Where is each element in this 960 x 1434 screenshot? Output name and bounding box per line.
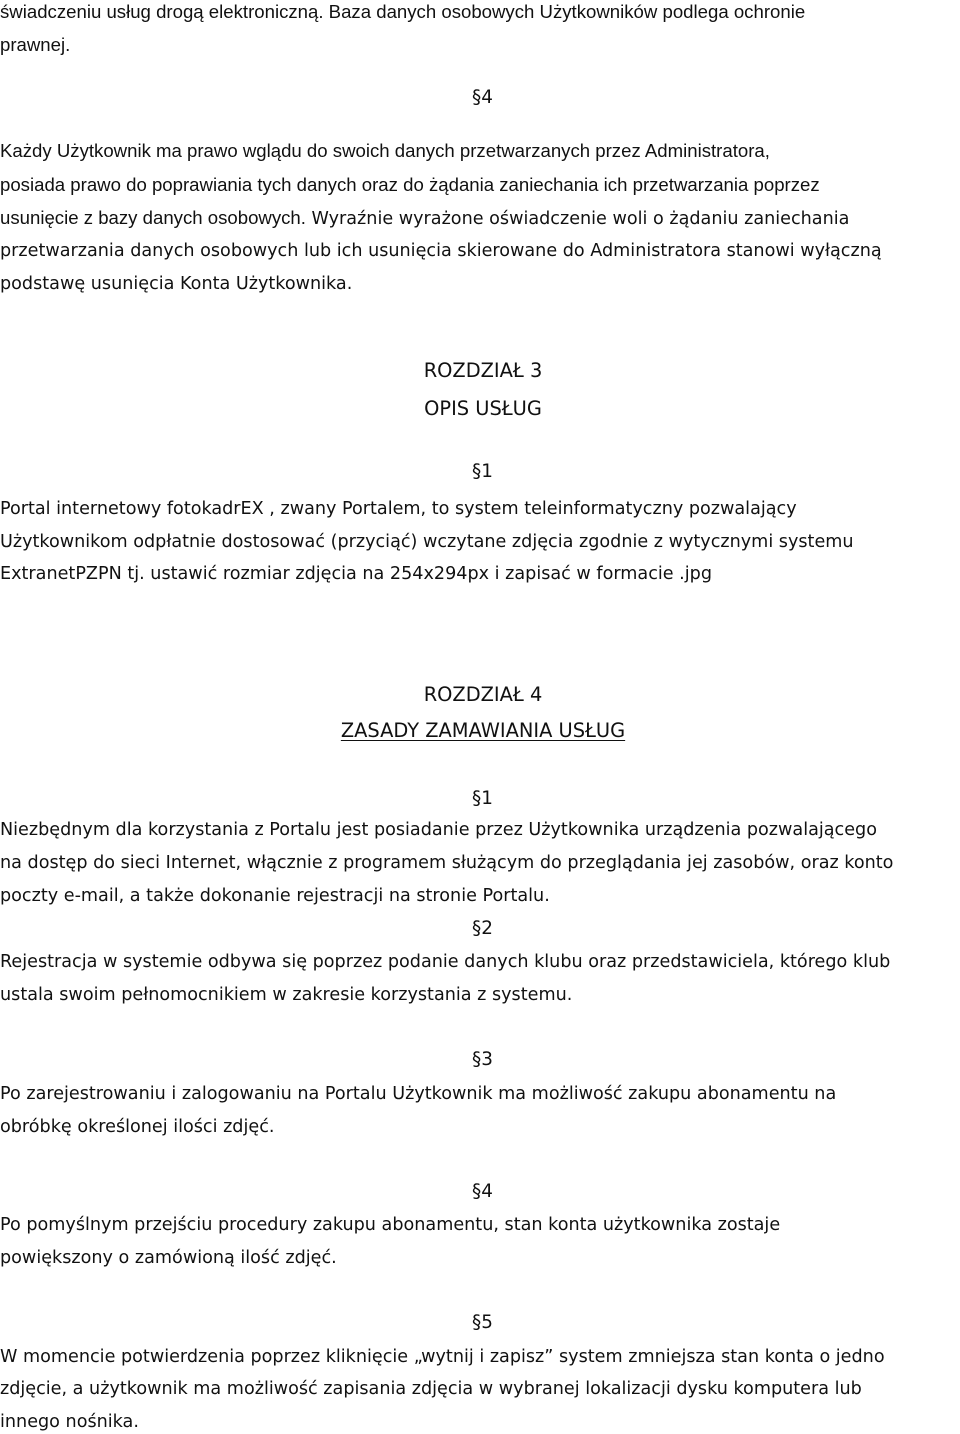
paragraph-line: świadczeniu usług drogą elektroniczną. Baza danych osobowych Użytkowników podlega ochronie <box>0 1 806 22</box>
section-heading: §1 <box>472 788 493 809</box>
paragraph-line: Użytkownikom odpłatnie dostosować (przyciąć) wczytane zdjęcia zgodnie z wytycznymi systemu <box>0 532 854 552</box>
paragraph-line <box>0 206 849 231</box>
section-heading: §5 <box>472 1312 493 1333</box>
paragraph-line: Niezbędnym dla korzystania z Portalu jest posiadanie przez Użytkownika urządzenia pozwalającego <box>0 820 877 840</box>
paragraph-fragment: Wyraźnie wyrażone oświadczenie woli o żądaniu zaniechania <box>305 209 850 229</box>
paragraph-line: prawnej. <box>0 34 71 55</box>
section-heading: §3 <box>472 1049 493 1070</box>
paragraph-line: Portal internetowy fotokadrEX , zwany Portalem, to system teleinformatyczny pozwalający <box>0 499 797 519</box>
paragraph-line: W momencie potwierdzenia poprzez kliknięcie „wytnij i zapisz” system zmniejsza stan konta o jedno <box>0 1347 885 1367</box>
paragraph-line: obróbkę określonej ilości zdjęć. <box>0 1117 275 1137</box>
paragraph-line: ustala swoim pełnomocnikiem w zakresie korzystania z systemu. <box>0 985 573 1005</box>
paragraph-line: Rejestracja w systemie odbywa się poprzez podanie danych klubu oraz przedstawiciela, którego klub <box>0 952 891 972</box>
paragraph-line: Po zarejestrowaniu i zalogowaniu na Portalu Użytkownik ma możliwość zakupu abonamentu na <box>0 1084 837 1104</box>
chapter-heading: ROZDZIAŁ 4 <box>423 683 543 706</box>
paragraph-line: posiada prawo do poprawiania tych danych oraz do żądania zaniechania ich przetwarzania poprzez <box>0 174 820 195</box>
paragraph-line: Po pomyślnym przejściu procedury zakupu abonamentu, stan konta użytkownika zostaje <box>0 1215 781 1235</box>
section-heading: §2 <box>472 918 493 939</box>
paragraph-line: na dostęp do sieci Internet, włącznie z programem służącym do przeglądania jej zasobów, oraz konto <box>0 853 894 873</box>
paragraph-line: Każdy Użytkownik ma prawo wglądu do swoich danych przetwarzanych przez Administratora, <box>0 140 770 161</box>
paragraph-line: poczty e-mail, a także dokonanie rejestracji na stronie Portalu. <box>0 886 550 906</box>
paragraph-line: powiększony o zamówioną ilość zdjęć. <box>0 1248 337 1268</box>
paragraph-line: zdjęcie, a użytkownik ma możliwość zapisania zdjęcia w wybranej lokalizacji dysku komputera lub <box>0 1379 862 1399</box>
paragraph-fragment: usunięcie z bazy danych osobowych. <box>0 207 306 228</box>
chapter-title: ZASADY ZAMAWIANIA USŁUG <box>340 719 626 742</box>
section-heading: §4 <box>472 87 493 108</box>
section-heading: §4 <box>472 1181 493 1202</box>
chapter-heading: ROZDZIAŁ 3 <box>423 359 543 382</box>
paragraph-line: innego nośnika. <box>0 1412 139 1432</box>
paragraph-line: ExtranetPZPN tj. ustawić rozmiar zdjęcia na 254x294px i zapisać w formacie .jpg <box>0 564 712 584</box>
paragraph-line: podstawę usunięcia Konta Użytkownika. <box>0 274 353 294</box>
paragraph-line: przetwarzania danych osobowych lub ich usunięcia skierowane do Administratora stanowi wyłączną <box>0 241 882 261</box>
section-heading: §1 <box>472 461 493 482</box>
chapter-title: OPIS USŁUG <box>424 397 542 420</box>
